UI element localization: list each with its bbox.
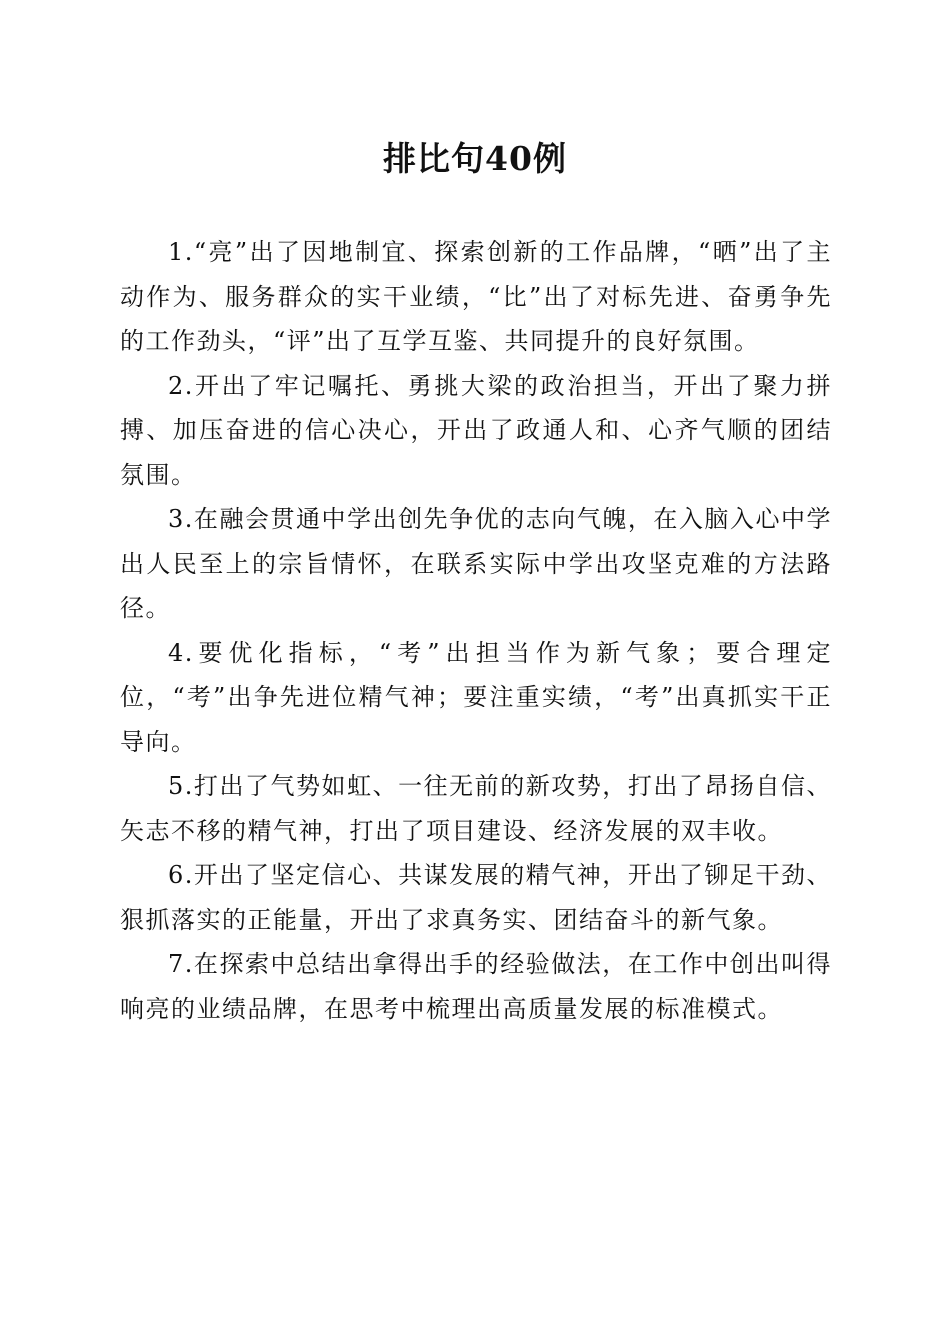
document-body	[120, 230, 832, 1031]
paragraph-1: 1.“亮”出了因地制宜、探索创新的工作品牌，“晒”出了主动作为、服务群众的实干业绩，“比”出了对标先进、奋勇争先的工作劲头，“评”出了互学互鉴、共同提升的良好氛围。	[120, 238, 832, 355]
paragraph-6: 6.开出了坚定信心、共谋发展的精气神，开出了铆足干劲、狠抓落实的正能量，开出了求真务实、团结奋斗的新气象。	[120, 861, 832, 934]
paragraph-5: 5.打出了气势如虹、一往无前的新攻势，打出了昂扬自信、矢志不移的精气神，打出了项目建设、经济发展的双丰收。	[120, 772, 832, 845]
paragraph-2: 2.开出了牢记嘱托、勇挑大梁的政治担当，开出了聚力拼搏、加压奋进的信心决心，开出了政通人和、心齐气顺的团结氛围。	[120, 371, 832, 489]
document-title: 排比句40例	[383, 139, 567, 178]
paragraph-4: 4.要优化指标，“考”出担当作为新气象；要合理定位，“考”出争先进位精气神；要注重实绩，“考”出真抓实干正导向。	[120, 638, 832, 756]
paragraph-3: 3.在融会贯通中学出创先争优的志向气魄，在入脑入心中学出人民至上的宗旨情怀，在联系实际中学出攻坚克难的方法路径。	[120, 505, 832, 622]
paragraph-7: 7.在探索中总结出拿得出手的经验做法，在工作中创出叫得响亮的业绩品牌，在思考中梳理出高质量发展的标准模式。	[120, 950, 832, 1023]
